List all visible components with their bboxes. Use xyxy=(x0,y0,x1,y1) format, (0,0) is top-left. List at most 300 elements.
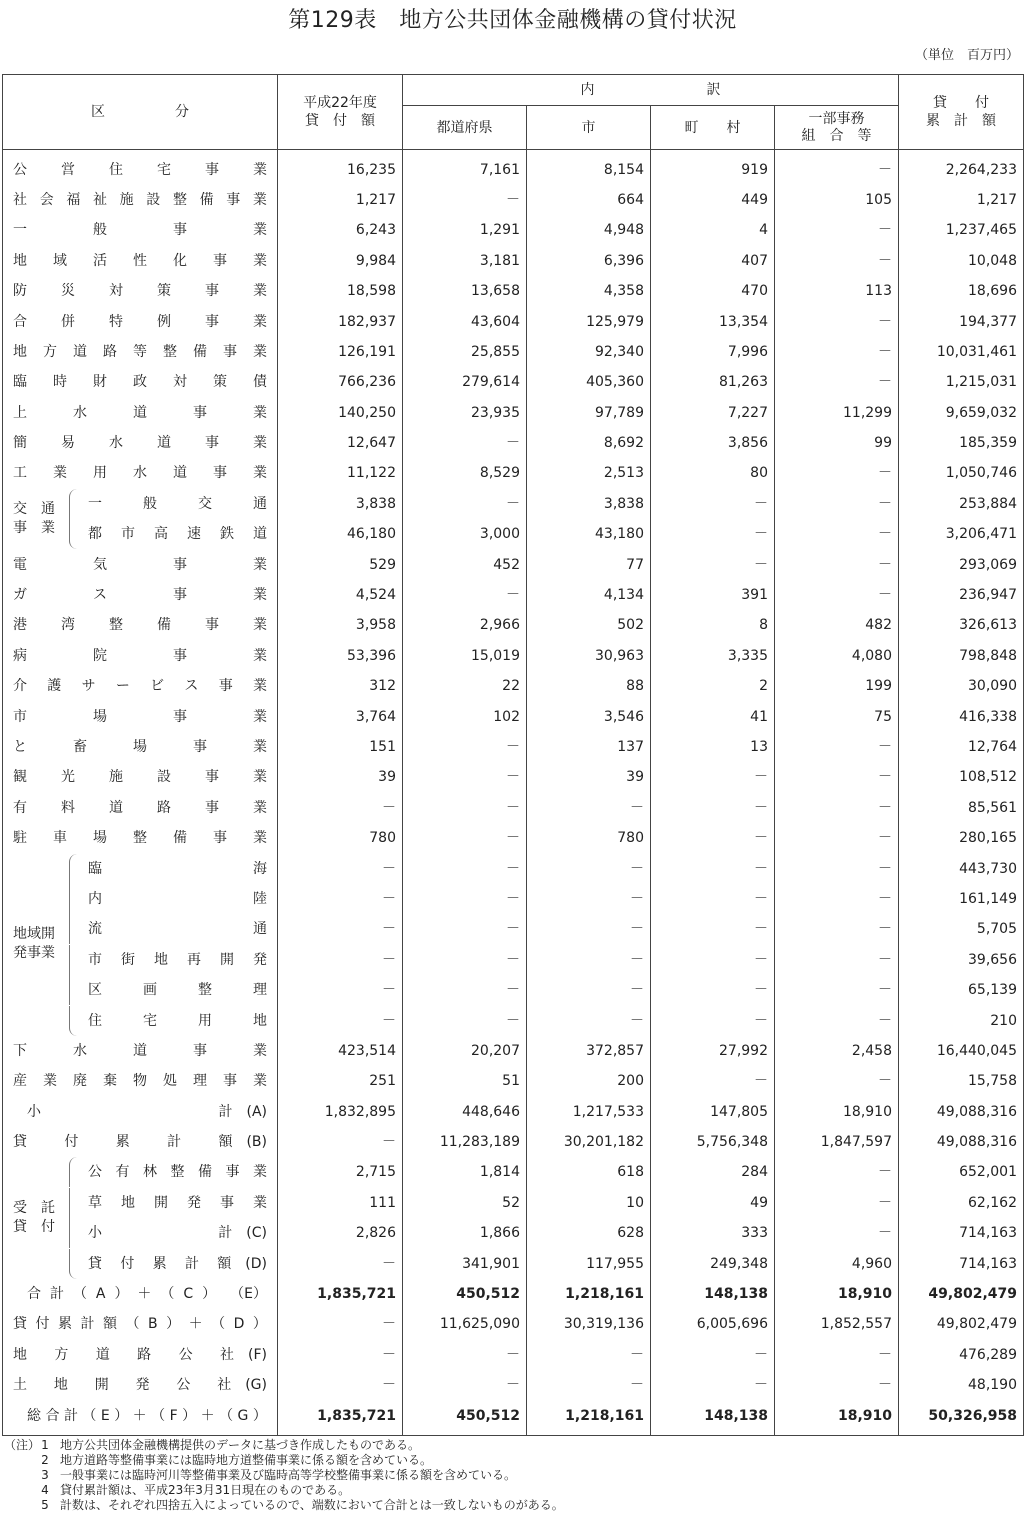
row-label-char: 等 xyxy=(133,343,147,360)
group-label-line: 事 業 xyxy=(13,519,55,536)
row-label-char: 業 xyxy=(253,617,267,634)
note-item xyxy=(4,1438,564,1453)
table-row xyxy=(3,732,1024,762)
value-cell: － xyxy=(527,884,651,914)
group-label xyxy=(13,1199,69,1237)
row-label-cell xyxy=(3,1036,278,1066)
value-cell: 194,377 xyxy=(899,306,1024,336)
value-cell: 1,050,746 xyxy=(899,458,1024,488)
value-cell: － xyxy=(527,945,651,975)
row-label-char: 業 xyxy=(253,465,267,482)
value-cell: 117,955 xyxy=(527,1248,651,1278)
row-label-char: 臨 xyxy=(88,860,102,877)
row-label xyxy=(13,1074,267,1088)
value-cell: 30,201,182 xyxy=(527,1127,651,1157)
row-label xyxy=(27,1287,216,1301)
row-label-char: 備 xyxy=(199,191,214,208)
value-cell: 105 xyxy=(775,185,899,215)
table-row xyxy=(3,306,1024,336)
notes xyxy=(4,1438,564,1513)
row-label xyxy=(88,892,267,906)
row-label-char: 地 xyxy=(121,1194,135,1211)
value-cell: 8,154 xyxy=(527,150,651,185)
row-label-char: 事 xyxy=(213,252,227,269)
value-cell: 7,227 xyxy=(651,398,775,428)
row-label-char: （ xyxy=(160,1286,175,1303)
row-label-char: ） xyxy=(114,1407,129,1424)
row-label-char: （ xyxy=(211,1316,226,1333)
page-title: 第129表 地方公共団体金融機構の貸付状況 xyxy=(288,8,737,33)
value-cell: 2,966 xyxy=(403,610,527,640)
value-cell: － xyxy=(278,914,403,944)
row-label xyxy=(13,558,267,572)
row-label-char: 気 xyxy=(93,556,107,573)
value-cell: － xyxy=(775,732,899,762)
value-cell: 210 xyxy=(899,1005,1024,1035)
value-cell: 4,960 xyxy=(775,1248,899,1278)
row-label-char: 事 xyxy=(223,343,237,360)
row-label-char: 債 xyxy=(253,374,267,391)
value-cell: 372,857 xyxy=(527,1036,651,1066)
value-cell: － xyxy=(278,793,403,823)
table-row xyxy=(3,1036,1024,1066)
value-cell: － xyxy=(278,1340,403,1370)
table-row xyxy=(3,1340,1024,1370)
row-label-char: 用 xyxy=(198,1012,212,1029)
value-cell: － xyxy=(775,975,899,1005)
row-label xyxy=(88,1014,267,1028)
value-cell: 140,250 xyxy=(278,398,403,428)
value-cell: 279,614 xyxy=(403,367,527,397)
value-cell: 470 xyxy=(651,276,775,306)
row-label-char: 整 xyxy=(170,1164,185,1181)
row-label-char: 計 xyxy=(167,1134,182,1151)
row-label-char: 設 xyxy=(146,191,161,208)
value-cell: － xyxy=(527,793,651,823)
row-label-char: 再 xyxy=(187,951,201,968)
row-label-char: ＋ xyxy=(137,1286,152,1303)
row-label-cell xyxy=(3,150,278,185)
row-label-char: 事 xyxy=(218,678,233,695)
row-label-cell xyxy=(3,185,278,215)
value-cell: 16,440,045 xyxy=(899,1036,1024,1066)
row-label-char: 業 xyxy=(253,587,267,604)
row-label xyxy=(13,163,267,177)
row-label-char: 湾 xyxy=(61,617,75,634)
table-row xyxy=(3,1127,1024,1157)
value-cell: 482 xyxy=(775,610,899,640)
row-label xyxy=(13,1135,232,1149)
value-cell: 125,979 xyxy=(527,306,651,336)
value-cell: 77 xyxy=(527,549,651,579)
row-label-suffix: (G) xyxy=(245,1377,267,1394)
value-cell: 49,802,479 xyxy=(899,1309,1024,1339)
row-label-char: 合 xyxy=(13,313,27,330)
header-h22-line2: 貸 付 額 xyxy=(305,113,375,130)
row-label-cell xyxy=(3,1309,278,1339)
value-cell: 476,289 xyxy=(899,1340,1024,1370)
row-label-cell xyxy=(3,762,278,792)
value-cell: 3,838 xyxy=(278,489,403,519)
row-label-char: （ xyxy=(125,1316,140,1333)
value-cell: － xyxy=(403,762,527,792)
table-row xyxy=(3,1097,1024,1127)
header-h22-line1: 平成22年度 xyxy=(303,95,377,112)
value-cell: 780 xyxy=(278,823,403,853)
row-label-char: （ xyxy=(151,1407,166,1424)
row-label xyxy=(88,922,267,936)
value-cell: 137 xyxy=(527,732,651,762)
row-label xyxy=(13,770,267,784)
value-cell: 102 xyxy=(403,701,527,731)
row-label-char: （ xyxy=(72,1286,87,1303)
row-label-char: 道 xyxy=(133,404,147,421)
table-row xyxy=(3,1157,1024,1187)
value-cell: 30,963 xyxy=(527,641,651,671)
header-h22 xyxy=(278,75,403,150)
row-label-char: 住 xyxy=(88,1012,102,1029)
row-label-char: 事 xyxy=(173,556,187,573)
row-label xyxy=(13,284,267,298)
row-label xyxy=(13,193,267,207)
row-label xyxy=(13,345,267,359)
row-label xyxy=(88,953,267,967)
row-label-char: 発 xyxy=(135,1377,150,1394)
row-label-char: 工 xyxy=(13,465,27,482)
row-label-char: 付 xyxy=(64,1134,79,1151)
group-label-line: 交 通 xyxy=(13,500,55,517)
row-label-char: 場 xyxy=(93,830,107,847)
row-label-char: 事 xyxy=(205,161,219,178)
value-cell: 450,512 xyxy=(403,1279,527,1309)
value-cell: 147,805 xyxy=(651,1097,775,1127)
row-label-char: 小 xyxy=(88,1225,102,1242)
value-cell: 15,758 xyxy=(899,1066,1024,1096)
row-label-cell xyxy=(3,1157,278,1187)
row-label-cell xyxy=(3,215,278,245)
value-cell: － xyxy=(775,367,899,397)
value-cell: 780 xyxy=(527,823,651,853)
group-brace xyxy=(69,975,80,1005)
value-cell: 529 xyxy=(278,549,403,579)
value-cell: － xyxy=(527,914,651,944)
value-cell: 182,937 xyxy=(278,306,403,336)
value-cell: 284 xyxy=(651,1157,775,1187)
value-cell: － xyxy=(403,975,527,1005)
value-cell: 18,910 xyxy=(775,1279,899,1309)
row-label-char: 院 xyxy=(93,647,107,664)
value-cell: 391 xyxy=(651,580,775,610)
row-label-char: 海 xyxy=(253,860,267,877)
row-label-char: ） xyxy=(252,1316,267,1333)
value-cell: 148,138 xyxy=(651,1279,775,1309)
value-cell: 1,832,895 xyxy=(278,1097,403,1127)
row-label-char: 流 xyxy=(88,921,102,938)
value-cell: 4 xyxy=(651,215,775,245)
row-label-char: 業 xyxy=(253,1042,267,1059)
value-cell: － xyxy=(403,1005,527,1035)
row-label-char: 業 xyxy=(253,769,267,786)
row-label-char: 業 xyxy=(253,161,267,178)
row-label xyxy=(13,1044,267,1058)
value-cell: 1,866 xyxy=(403,1218,527,1248)
value-cell: 3,000 xyxy=(403,519,527,549)
row-label-char: ビ xyxy=(150,678,165,695)
row-label-char: 整 xyxy=(133,830,147,847)
header-cumulative xyxy=(899,75,1024,150)
table-row xyxy=(3,1188,1024,1218)
value-cell: － xyxy=(651,884,775,914)
table-row xyxy=(3,519,1024,549)
value-cell: 23,935 xyxy=(403,398,527,428)
value-cell: 148,138 xyxy=(651,1400,775,1435)
row-label-char: 額 xyxy=(103,1316,117,1333)
table-row xyxy=(3,762,1024,792)
row-label-cell xyxy=(3,580,278,610)
value-cell: － xyxy=(775,458,899,488)
value-cell: － xyxy=(403,793,527,823)
row-label-char: 電 xyxy=(13,556,27,573)
value-cell: 9,659,032 xyxy=(899,398,1024,428)
value-cell: 1,847,597 xyxy=(775,1127,899,1157)
row-label-cell xyxy=(3,1248,278,1278)
row-label-char: B xyxy=(148,1316,158,1333)
row-label-char: F xyxy=(169,1407,178,1424)
row-label-char: 場 xyxy=(93,708,107,725)
group-brace xyxy=(69,854,80,884)
row-label-char: 土 xyxy=(13,1377,27,1394)
row-label-char: 事 xyxy=(193,404,207,421)
value-cell: 199 xyxy=(775,671,899,701)
value-cell: 251 xyxy=(278,1066,403,1096)
value-cell: － xyxy=(651,489,775,519)
row-label-char: 社 xyxy=(219,1346,234,1363)
group-label xyxy=(13,500,69,538)
value-cell: 13,354 xyxy=(651,306,775,336)
row-label-char: 計 xyxy=(80,1316,95,1333)
value-cell: 80 xyxy=(651,458,775,488)
group-brace xyxy=(69,1157,80,1187)
row-label-char: 額 xyxy=(217,1255,232,1272)
value-cell: 18,910 xyxy=(775,1400,899,1435)
value-cell: 11,625,090 xyxy=(403,1309,527,1339)
row-label xyxy=(13,375,267,389)
note-number: 2 xyxy=(41,1453,49,1467)
value-cell: － xyxy=(527,1370,651,1400)
row-label-char: 事 xyxy=(223,1073,237,1090)
row-label-char: 事 xyxy=(226,191,241,208)
value-cell: 200 xyxy=(527,1066,651,1096)
note-number: 4 xyxy=(41,1483,49,1497)
row-label-char: 業 xyxy=(253,799,267,816)
row-label-char: 時 xyxy=(53,374,67,391)
row-label-char: 用 xyxy=(93,465,107,482)
value-cell: 50,326,958 xyxy=(899,1400,1024,1435)
row-label-char: 業 xyxy=(253,708,267,725)
value-cell: － xyxy=(403,428,527,458)
table-row xyxy=(3,276,1024,306)
value-cell: － xyxy=(775,762,899,792)
row-label-char: 政 xyxy=(133,374,147,391)
value-cell: 714,163 xyxy=(899,1248,1024,1278)
value-cell: 280,165 xyxy=(899,823,1024,853)
row-label-char: 地 xyxy=(13,343,27,360)
row-label-char: 理 xyxy=(253,982,267,999)
row-label-char: E xyxy=(100,1407,110,1424)
row-label-cell xyxy=(3,641,278,671)
row-label-char: 道 xyxy=(95,1346,110,1363)
value-cell: 8,529 xyxy=(403,458,527,488)
value-cell: 18,910 xyxy=(775,1097,899,1127)
row-label-char: 駐 xyxy=(13,830,27,847)
note-tag xyxy=(4,1498,30,1513)
row-label-char: 護 xyxy=(47,678,62,695)
table-row xyxy=(3,337,1024,367)
value-cell: － xyxy=(278,1127,403,1157)
row-label-cell xyxy=(3,1066,278,1096)
row-label-char: 地 xyxy=(13,252,27,269)
value-cell: 6,243 xyxy=(278,215,403,245)
table-row xyxy=(3,793,1024,823)
row-label-char: 介 xyxy=(13,678,27,695)
value-cell: － xyxy=(775,1188,899,1218)
group-brace xyxy=(69,884,80,914)
value-cell: － xyxy=(403,884,527,914)
value-cell: － xyxy=(651,762,775,792)
row-label-char: 港 xyxy=(13,617,27,634)
group-label-line: 貸 付 xyxy=(13,1218,55,1235)
row-label-char: 計 xyxy=(218,1103,233,1120)
row-label-char: 通 xyxy=(253,495,267,512)
row-label-char: ＋ xyxy=(188,1316,203,1333)
row-label-char: 街 xyxy=(121,951,135,968)
value-cell: － xyxy=(775,1066,899,1096)
unit-label: （単位 百万円） xyxy=(914,48,1019,63)
value-cell: 49,088,316 xyxy=(899,1127,1024,1157)
row-label-char: 内 xyxy=(88,890,102,907)
group-brace xyxy=(69,1188,80,1218)
value-cell: 249,348 xyxy=(651,1248,775,1278)
row-label-char: 営 xyxy=(61,161,75,178)
row-label-char: 道 xyxy=(253,526,267,543)
row-label-char: 上 xyxy=(13,404,27,421)
row-label-char: 整 xyxy=(109,617,123,634)
row-label-char: 業 xyxy=(253,1164,267,1181)
row-label-char: 事 xyxy=(225,1164,240,1181)
value-cell: 416,338 xyxy=(899,701,1024,731)
value-cell: － xyxy=(775,306,899,336)
table-row xyxy=(3,246,1024,276)
row-label xyxy=(13,406,267,420)
row-label-char: ） xyxy=(166,1316,181,1333)
row-label-char: 発 xyxy=(187,1194,201,1211)
row-label xyxy=(13,1378,231,1392)
value-cell: 52 xyxy=(403,1188,527,1218)
group-brace xyxy=(69,1218,80,1248)
row-label-char: 小 xyxy=(27,1103,41,1120)
row-label-char: ＋ xyxy=(200,1407,215,1424)
value-cell: 10 xyxy=(527,1188,651,1218)
row-label-char: 設 xyxy=(157,769,171,786)
value-cell: － xyxy=(775,150,899,185)
value-cell: － xyxy=(651,549,775,579)
value-cell: 664 xyxy=(527,185,651,215)
row-label-char: ス xyxy=(184,678,199,695)
table-header xyxy=(3,75,1024,150)
group-brace xyxy=(69,519,80,549)
value-cell: 16,235 xyxy=(278,150,403,185)
row-label-char: 累 xyxy=(115,1134,130,1151)
header-ichibu-line2: 組 合 等 xyxy=(801,128,872,145)
row-label-char: 性 xyxy=(133,252,147,269)
row-label-char: 備 xyxy=(157,617,171,634)
table-row xyxy=(3,1400,1024,1435)
row-label-char: 道 xyxy=(173,465,187,482)
value-cell: － xyxy=(651,1370,775,1400)
value-cell: 18,696 xyxy=(899,276,1024,306)
row-label-char: 業 xyxy=(253,313,267,330)
row-label-char: 都 xyxy=(88,526,102,543)
value-cell: － xyxy=(403,185,527,215)
row-label xyxy=(13,801,267,815)
value-cell: 10,048 xyxy=(899,246,1024,276)
row-label xyxy=(13,588,267,602)
row-label-cell xyxy=(3,398,278,428)
row-label-char: 備 xyxy=(193,343,207,360)
row-label-char: 事 xyxy=(205,799,219,816)
row-label-char: 病 xyxy=(13,647,27,664)
row-label-char: 域 xyxy=(53,252,67,269)
row-label-char: 合 xyxy=(27,1286,41,1303)
row-label-char: 陸 xyxy=(253,890,267,907)
value-cell: － xyxy=(527,1005,651,1035)
table-row xyxy=(3,185,1024,215)
value-cell: 4,524 xyxy=(278,580,403,610)
value-cell: － xyxy=(775,1005,899,1035)
value-cell: － xyxy=(775,884,899,914)
value-cell: 449 xyxy=(651,185,775,215)
table-row xyxy=(3,1309,1024,1339)
row-label-char: 化 xyxy=(173,252,187,269)
row-label-char: 水 xyxy=(133,465,147,482)
value-cell: 1,814 xyxy=(403,1157,527,1187)
row-label-cell xyxy=(3,732,278,762)
value-cell: 452 xyxy=(403,549,527,579)
row-label-cell xyxy=(3,671,278,701)
value-cell: 1,218,161 xyxy=(527,1279,651,1309)
row-label-char: 畜 xyxy=(73,739,87,755)
table-row xyxy=(3,580,1024,610)
row-label xyxy=(88,527,267,541)
row-label-char: 方 xyxy=(54,1346,69,1363)
value-cell: 161,149 xyxy=(899,884,1024,914)
row-label-char: 方 xyxy=(43,343,57,360)
note-tag xyxy=(4,1468,30,1483)
row-label xyxy=(13,649,267,663)
row-label-char: 計 xyxy=(63,1407,78,1424)
value-cell: 1,835,721 xyxy=(278,1279,403,1309)
value-cell: 88 xyxy=(527,671,651,701)
value-cell: － xyxy=(278,1309,403,1339)
value-cell: 3,335 xyxy=(651,641,775,671)
table-row xyxy=(3,975,1024,1005)
value-cell: 1,217,533 xyxy=(527,1097,651,1127)
row-label-cell xyxy=(3,1097,278,1127)
row-label-char: 計 xyxy=(184,1255,199,1272)
value-cell: 11,299 xyxy=(775,398,899,428)
row-label-char: 事 xyxy=(213,830,227,847)
value-cell: － xyxy=(403,853,527,883)
